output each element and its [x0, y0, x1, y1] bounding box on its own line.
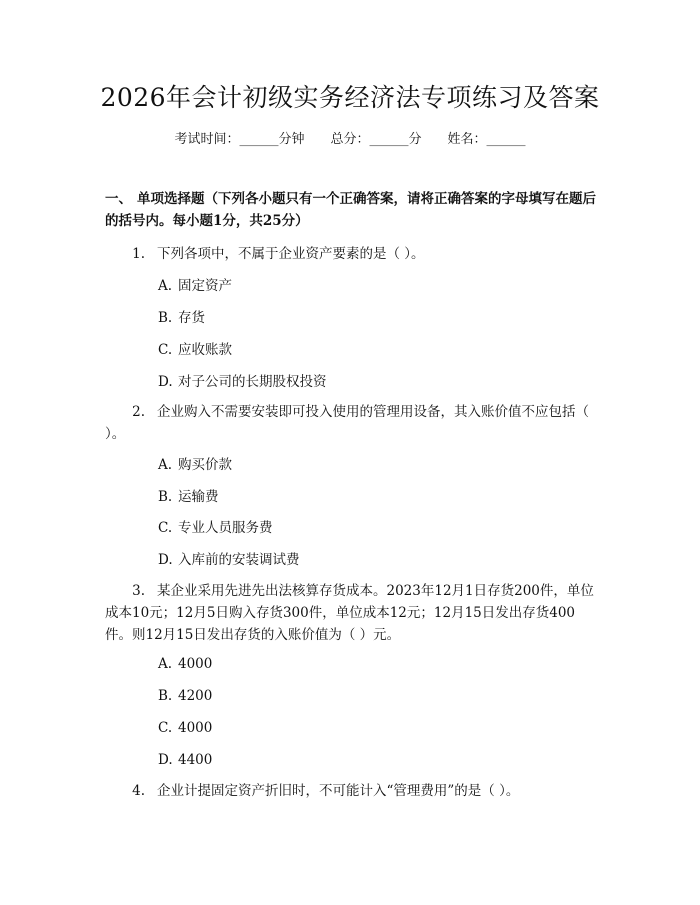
option-letter: B.: [158, 688, 173, 704]
option-text: 4400: [178, 752, 213, 768]
question-text: 某企业采用先进先出法核算存货成本。2023年12月1日存货200件，单位成本10元；12月5日购入存货300件，单位成本12元；12月15日发出存货400件。则12月15日发出存货的入账价值为（ ）元。: [105, 583, 594, 643]
option-text: 应收账款: [178, 342, 232, 358]
question-2-option-a: [158, 455, 232, 475]
question-number: 4.: [132, 783, 145, 799]
option-text: 4000: [178, 720, 213, 736]
exam-info-line: [0, 130, 700, 150]
option-letter: B.: [158, 489, 173, 505]
question-text: 企业计提固定资产折旧时，不可能计入“管理费用”的是（ ）。: [157, 783, 520, 799]
option-letter: C.: [158, 720, 173, 736]
option-letter: D.: [158, 752, 173, 768]
option-text: 购买价款: [178, 457, 232, 473]
option-text: 对子公司的长期股权投资: [178, 374, 327, 390]
question-1-option-a: [158, 276, 232, 296]
option-letter: A.: [158, 278, 173, 294]
option-text: 运输费: [178, 489, 219, 505]
question-2-option-d: [158, 550, 300, 570]
section-instructions: 单项选择题（下列各小题只有一个正确答案，请将正确答案的字母填写在题后的括号内。每小题1分，共25分）: [105, 191, 596, 229]
section-heading: [105, 188, 600, 232]
question-number: 3.: [132, 583, 145, 599]
option-text: 固定资产: [178, 278, 232, 294]
question-text: 下列各项中，不属于企业资产要素的是（ ）。: [157, 246, 425, 262]
question-2-option-c: [158, 518, 273, 538]
question-3: [105, 580, 600, 646]
option-letter: C.: [158, 342, 173, 358]
option-text: 存货: [178, 310, 205, 326]
option-text: 专业人员服务费: [178, 520, 273, 536]
option-text: 4200: [178, 688, 213, 704]
question-3-option-d: [158, 750, 212, 770]
option-letter: A.: [158, 656, 173, 672]
option-letter: D.: [158, 552, 173, 568]
option-letter: C.: [158, 520, 173, 536]
question-text: 企业购入不需要安装即可投入使用的管理用设备，其入账价值不应包括（ ）。: [105, 404, 589, 442]
question-3-option-c: [158, 718, 212, 738]
question-1-option-c: [158, 340, 232, 360]
question-number: 1.: [132, 246, 145, 262]
question-3-option-a: [158, 654, 212, 674]
question-3-option-b: [158, 686, 212, 706]
question-2-option-b: [158, 487, 219, 507]
exam-time-label: 考试时间：______分钟: [174, 132, 305, 147]
option-letter: A.: [158, 457, 173, 473]
question-2: [105, 401, 600, 445]
section-number: 一、: [105, 191, 132, 207]
option-text: 4000: [178, 656, 213, 672]
question-1-option-b: [158, 308, 205, 328]
question-1-option-d: [158, 372, 327, 392]
name-label: 姓名：______: [447, 132, 526, 147]
question-4: [105, 780, 600, 802]
option-letter: B.: [158, 310, 173, 326]
question-number: 2.: [132, 404, 145, 420]
document-title: 2026年会计初级实务经济法专项练习及答案: [100, 83, 600, 112]
total-score-label: 总分：______分: [330, 132, 422, 147]
option-letter: D.: [158, 374, 173, 390]
option-text: 入库前的安装调试费: [178, 552, 300, 568]
question-1: [105, 243, 600, 265]
